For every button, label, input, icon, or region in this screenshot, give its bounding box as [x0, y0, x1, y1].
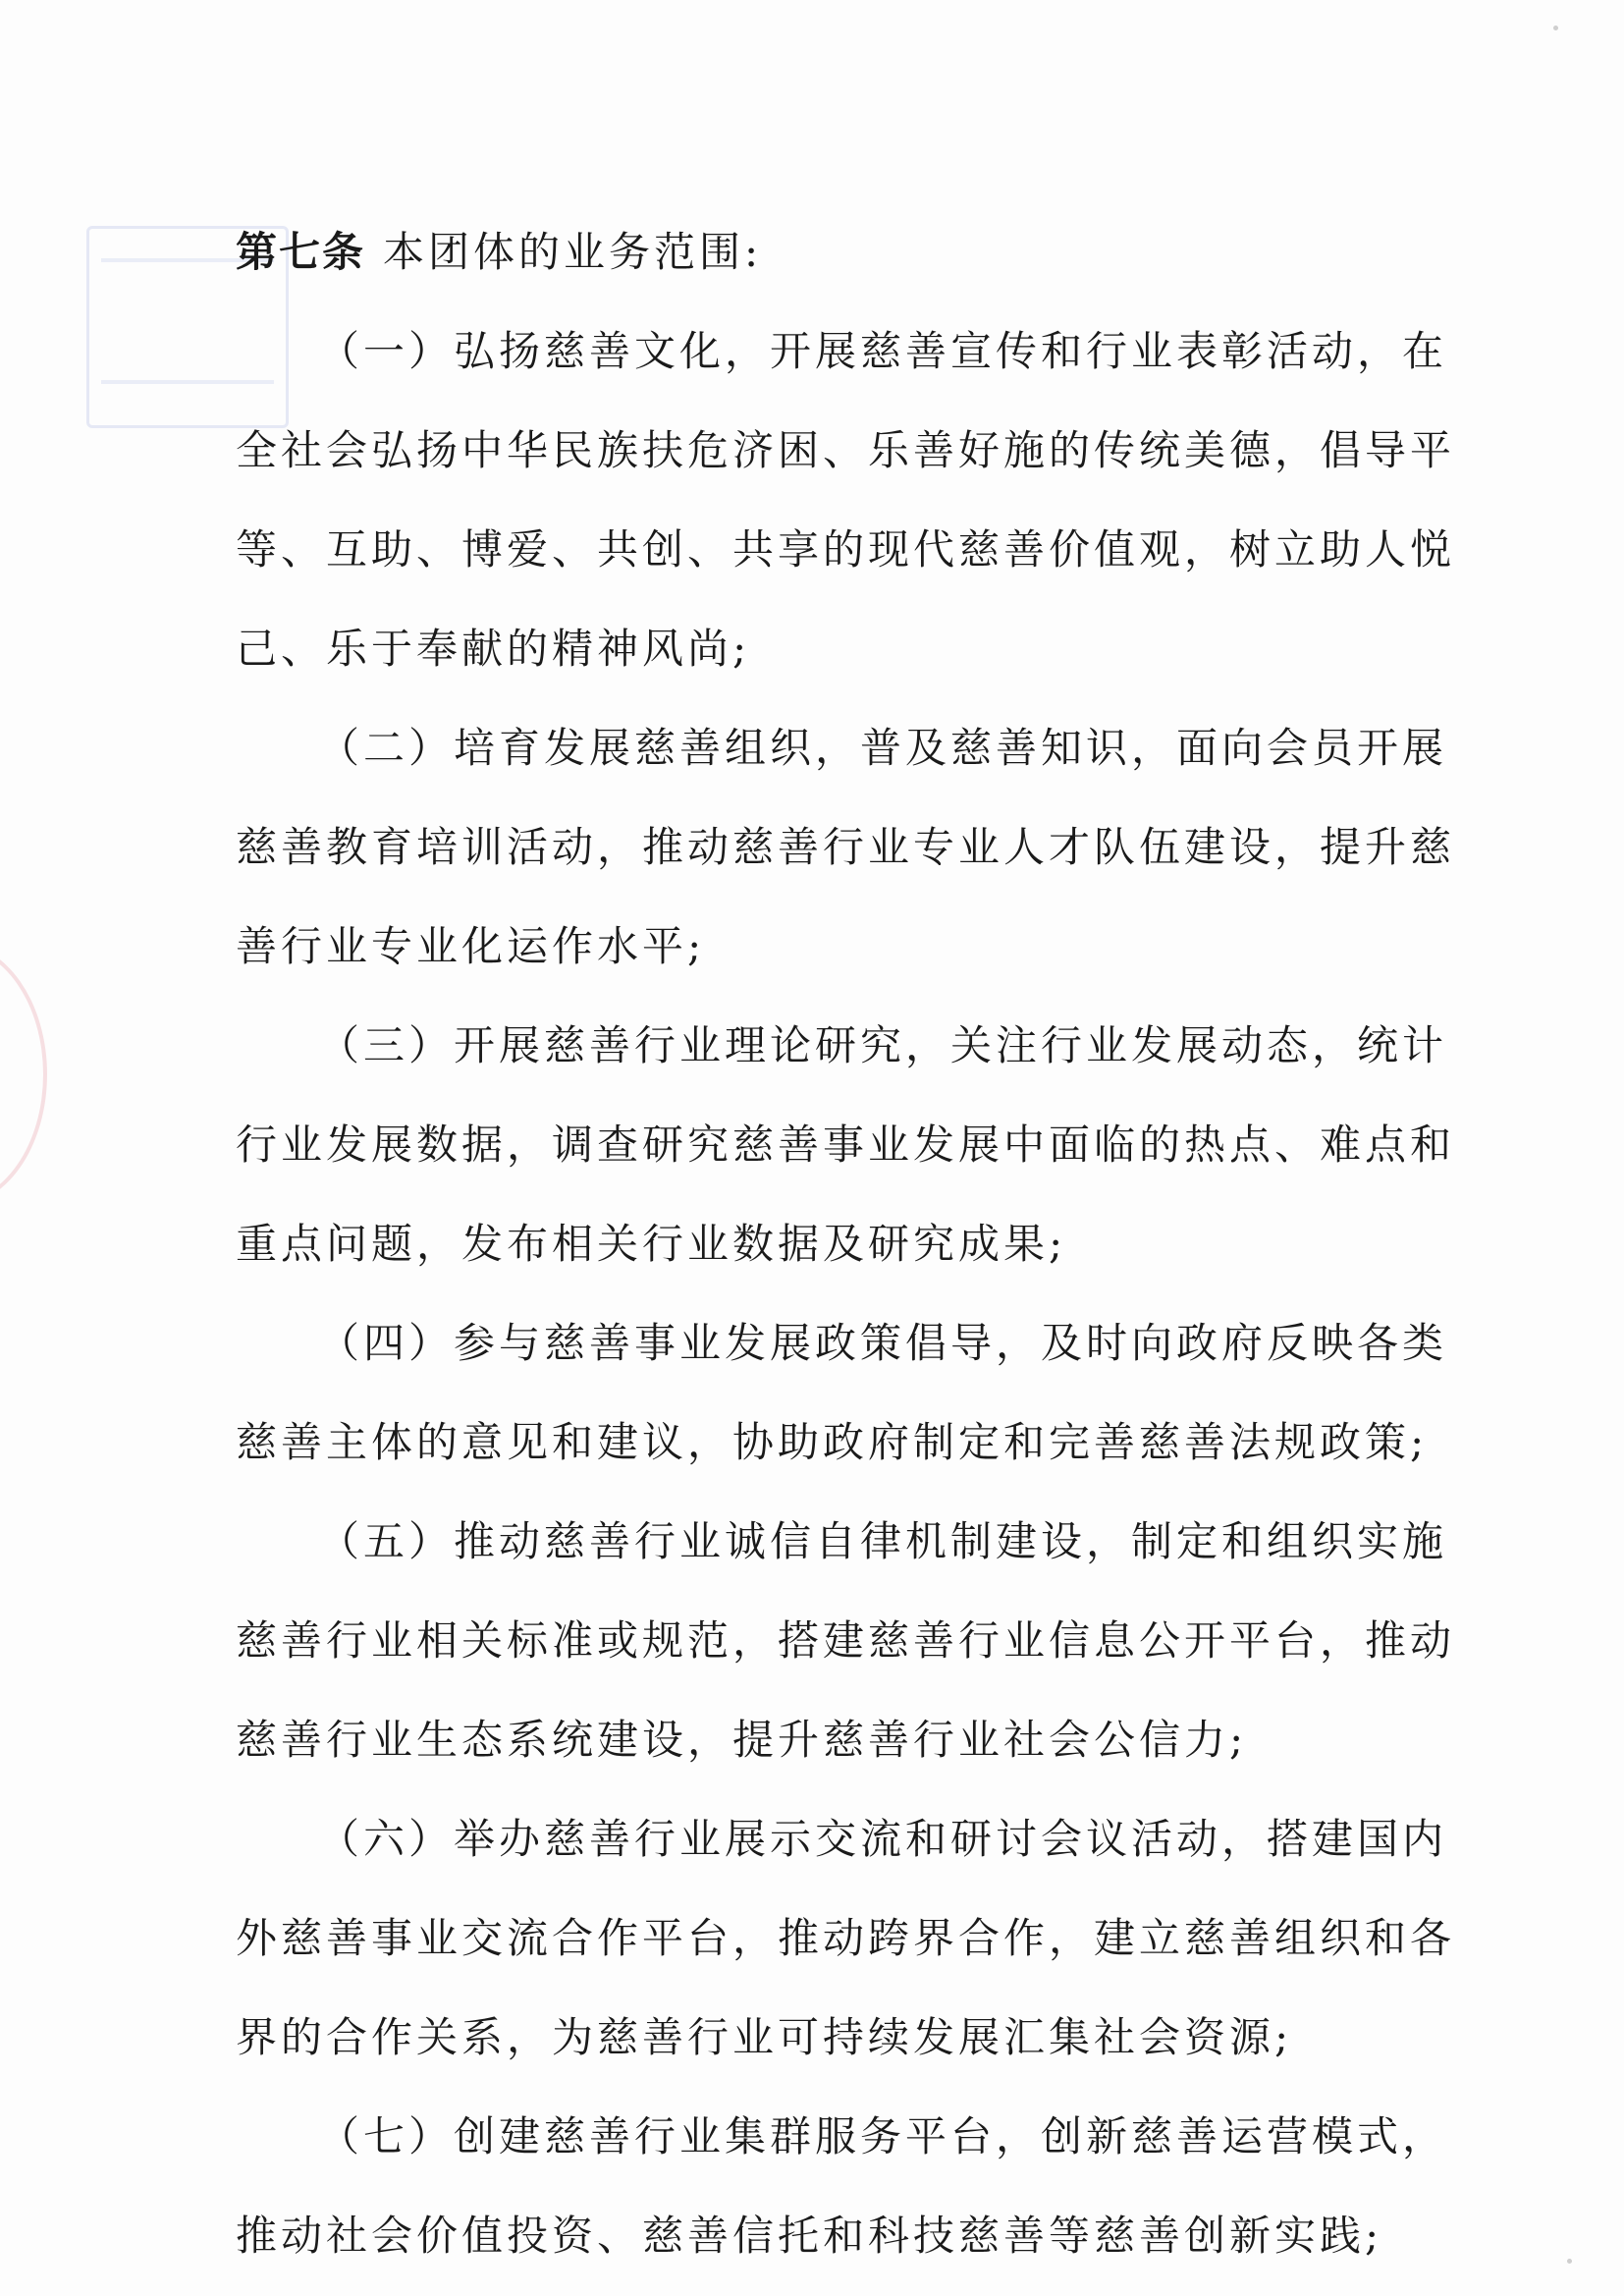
text-line: 全社会弘扬中华民族扶危济困、乐善好施的传统美德，倡导平 [236, 426, 1456, 474]
text-line: （五）推动慈善行业诚信自律机制建设，制定和组织实施 [318, 1517, 1448, 1565]
article-title: 本团体的业务范围: [383, 228, 763, 276]
article-heading-line [236, 202, 1375, 301]
article-number: 第七条 [236, 228, 366, 276]
text-line: （三）开展慈善行业理论研究，关注行业发展动态，统计 [318, 1021, 1448, 1069]
text-line: 重点问题，发布相关行业数据及研究成果; [236, 1220, 1067, 1268]
text-line: 行业发展数据，调查研究慈善事业发展中面临的热点、难点和 [236, 1121, 1456, 1169]
scan-speck [1553, 26, 1558, 30]
text-line: 界的合作关系，为慈善行业可持续发展汇集社会资源; [236, 2013, 1293, 2061]
text-line: 推动社会价值投资、慈善信托和科技慈善等慈善创新实践; [236, 2212, 1383, 2260]
scan-speck [1567, 2259, 1572, 2264]
text-line: 慈善教育培训活动，推动慈善行业专业人才队伍建设，提升慈 [236, 823, 1456, 871]
paragraph-lines [236, 301, 1456, 2285]
text-line: （一）弘扬慈善文化，开展慈善宣传和行业表彰活动，在 [318, 327, 1448, 375]
stamp-mark-red [0, 943, 47, 1206]
text-line: （七）创建慈善行业集群服务平台，创新慈善运营模式， [318, 2112, 1448, 2160]
text-line: 慈善主体的意见和建议，协助政府制定和完善慈善法规政策; [236, 1418, 1429, 1466]
text-line: （六）举办慈善行业展示交流和研讨会议活动，搭建国内 [318, 1815, 1448, 1863]
text-line: （二）培育发展慈善组织，普及慈善知识，面向会员开展 [318, 724, 1448, 772]
text-line: （四）参与慈善事业发展政策倡导，及时向政府反映各类 [318, 1319, 1448, 1367]
text-line: 慈善行业相关标准或规范，搭建慈善行业信息公开平台，推动 [236, 1616, 1456, 1665]
text-line: 等、互助、博爱、共创、共享的现代慈善价值观，树立助人悦 [236, 525, 1456, 574]
document-body [236, 202, 1456, 2285]
text-line: 慈善行业生态系统建设，提升慈善行业社会公信力; [236, 1716, 1248, 1764]
text-line: 外慈善事业交流合作平台，推动跨界合作，建立慈善组织和各 [236, 1914, 1456, 1962]
text-line: 己、乐于奉献的精神风尚; [236, 625, 751, 673]
text-line: 善行业专业化运作水平; [236, 922, 706, 970]
